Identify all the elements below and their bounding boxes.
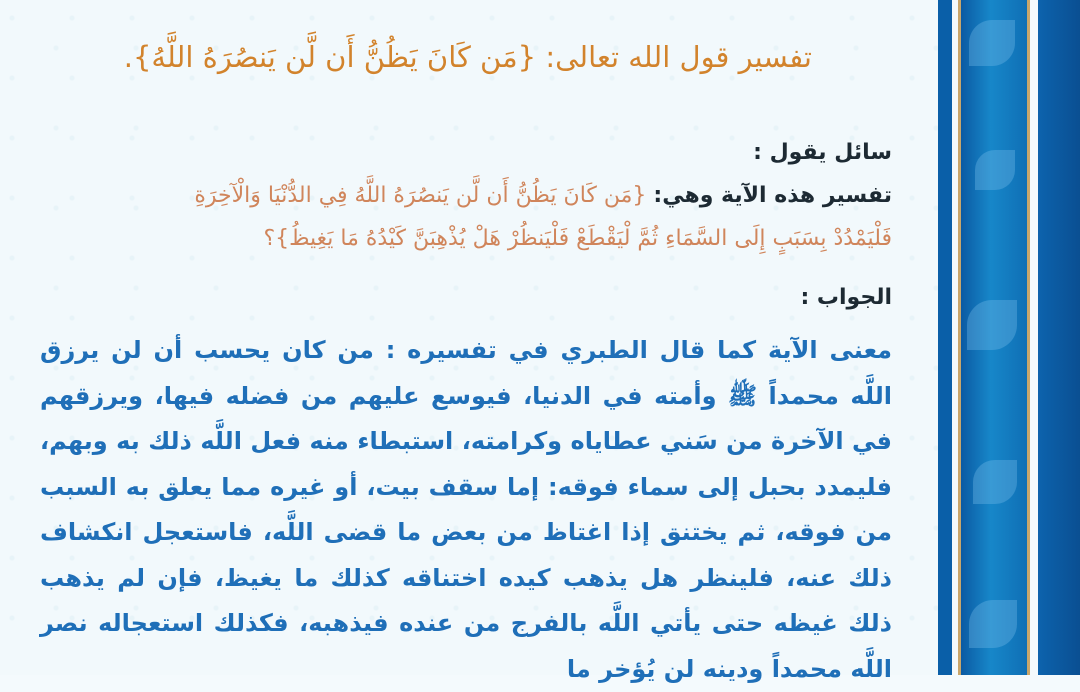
question-label: سائل يقول : [753, 140, 892, 165]
answer-text: معنى الآية كما قال الطبري في تفسيره : من كان يحسب أن لن يرزق اللَّه محمداً ﷺ وأمته في الدنيا، فيوسع عليهم من فضله فيها، ويرزقهم في الآخرة من سَني عطاياه وكرامته، استبطاء منه فعل اللَّه ذلك به وبهم، فليمدد بحبل إلى سماء فوقه: إما سقف بيت، أو غيره مما يعلق به السبب من فوقه، ثم يختنق إذا اغتاظ من بعض ما قضى اللَّه، فاستعجل انكشاف ذلك عنه، فلينظر هل يذهب كيده اختناقه كذلك ما يغيظ، فإن لم يذهب ذلك غيظه حتى يأتي اللَّه بالفرج من عنده فيذهبه، فكذلك استعجاله نصر اللَّه محمداً ودينه لن يُؤخر ما [40, 336, 892, 683]
page-title: تفسير قول الله تعالى: {مَن كَانَ يَظُنُّ أَن لَّن يَنصُرَهُ اللَّهُ}. [123, 40, 812, 74]
question-prefix: تفسير هذه الآية وهي: [653, 183, 892, 208]
ornament-leaf-icon [975, 150, 1015, 190]
question-line-1 [40, 183, 892, 208]
answer-label: الجواب : [800, 285, 892, 310]
verse-part-2: فَلْيَمْدُدْ بِسَبَبٍ إِلَى السَّمَاءِ ثُمَّ لْيَقْطَعْ فَلْيَنظُرْ هَلْ يُذْهِبَنَّ كَيْدُهُ مَا يَغِيظُ}؟ [263, 226, 892, 251]
frame-border-right [1038, 0, 1080, 675]
ornament-leaf-icon [969, 600, 1017, 648]
ornament-leaf-icon [969, 20, 1015, 66]
verse-part-1: {مَن كَانَ يَظُنُّ أَن لَّن يَنصُرَهُ اللَّهُ فِي الدُّنْيَا وَالْآخِرَةِ [194, 183, 647, 208]
frame-gap-right [1030, 0, 1038, 675]
ornament-leaf-icon [973, 460, 1017, 504]
frame-border-left [938, 0, 952, 675]
ornament-leaf-icon [967, 300, 1017, 350]
frame-ornament-band [958, 0, 1030, 675]
